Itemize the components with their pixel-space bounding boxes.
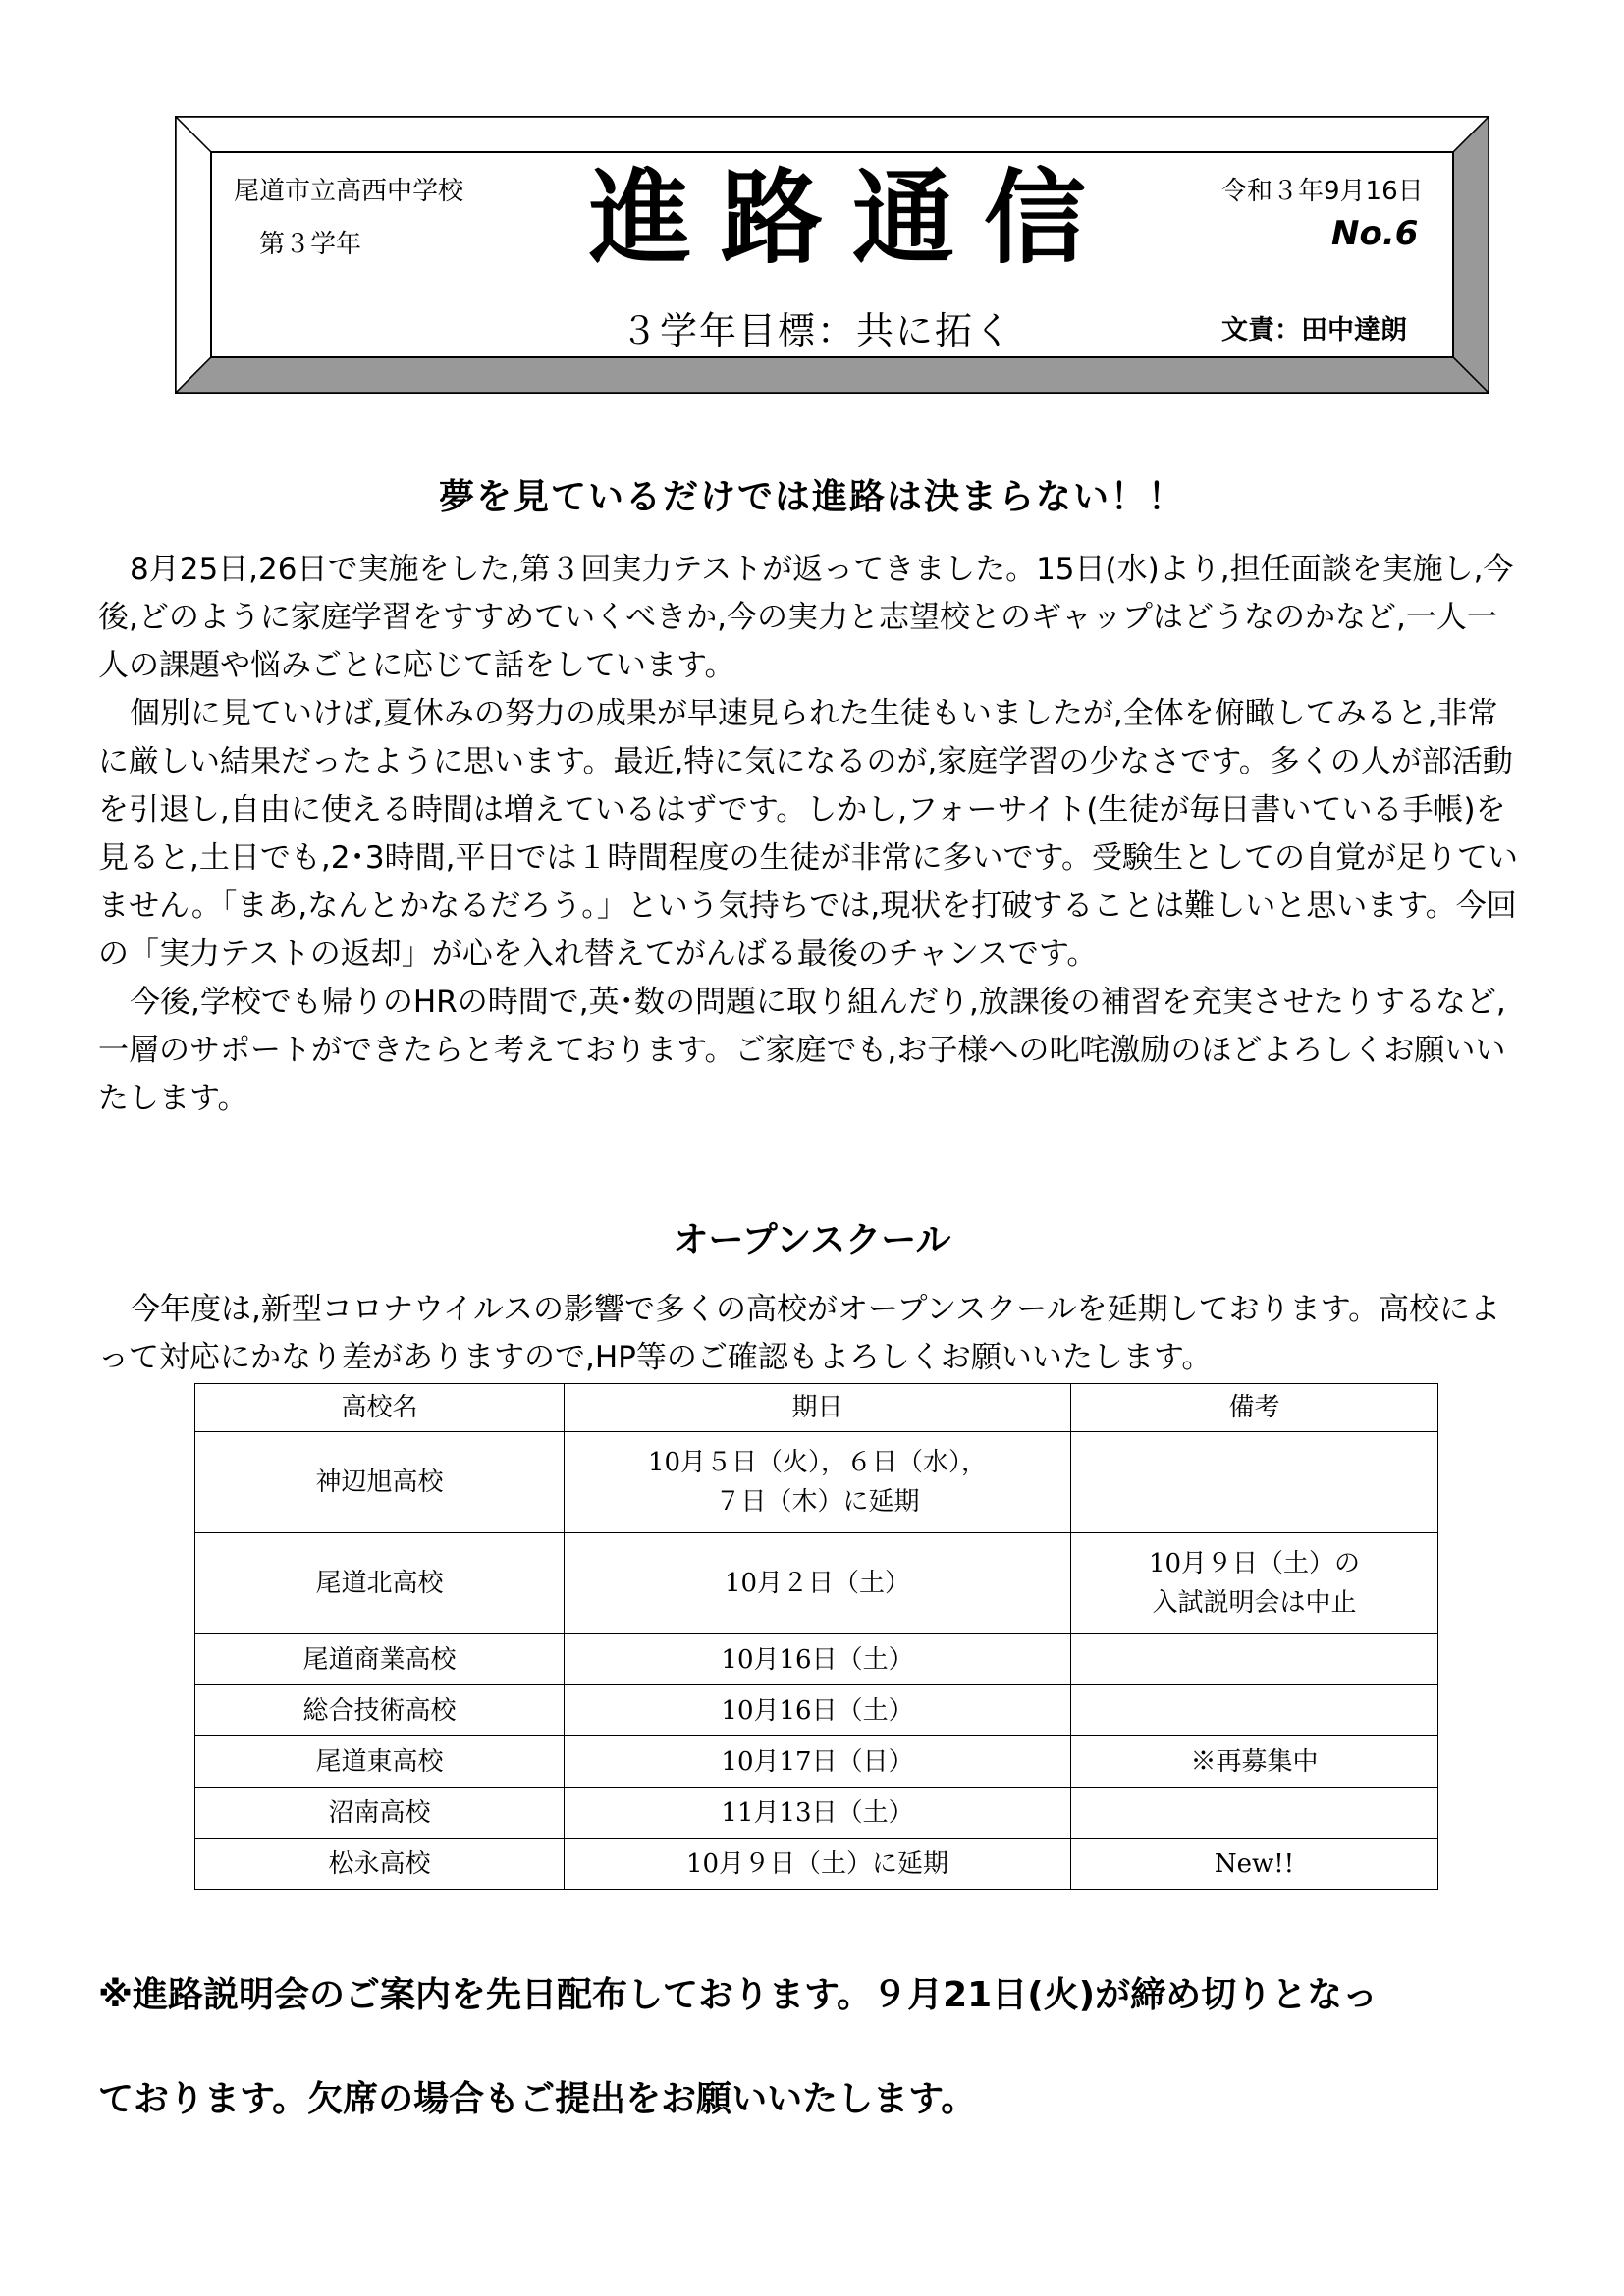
- table-row: [195, 1788, 1438, 1839]
- school-cell: 尾道商業高校: [195, 1634, 565, 1685]
- school-cell: 沼南高校: [195, 1788, 565, 1839]
- newsletter-title: 進路通信: [589, 158, 1116, 278]
- note-cell: New!!: [1071, 1839, 1438, 1890]
- school-cell: 尾道北高校: [195, 1533, 565, 1634]
- school-cell: 神辺旭高校: [195, 1432, 565, 1533]
- note-cell: [1071, 1685, 1438, 1736]
- section1-paragraph: 今後,学校でも帰りのHRの時間で,英･数の問題に取り組んだり,放課後の補習を充実させたりするなど,一層のサポートができたらと考えております。ご家庭でも,お子様への叱咤激励のほどよろしくお願いいたします。: [98, 985, 1506, 1116]
- date-cell: 10月17日（日）: [565, 1736, 1071, 1788]
- notice-line: ております。欠席の場合もご提出をお願いいたします。: [98, 2079, 977, 2119]
- table-row: [195, 1634, 1438, 1685]
- school-cell: 松永高校: [195, 1839, 565, 1890]
- grade-goal: ３学年目標：共に拓く: [621, 309, 1014, 352]
- section1-paragraph: 8月25日,26日で実施をした,第３回実力テストが返ってきました。15日(水)より,担任面談を実施し,今後,どのように家庭学習をすすめていくべきか,今の実力と志望校とのギャップはどうなのかなど,一人一人の課題や悩みごとに応じて話をしています。: [98, 552, 1514, 683]
- section1-paragraph: 個別に見ていけば,夏休みの努力の成果が早速見られた生徒もいましたが,全体を俯瞰してみると,非常に厳しい結果だったように思います。最近,特に気になるのが,家庭学習の少なさです。多くの人が部活動を引退し,自由に使える時間は増えているはずです。しかし,フォーサイト(生徒が毎日書いている手帳)を見ると,土日でも,2･3時間,平日では１時間程度の生徒が非常に多いです。受験生としての自覚が足りていません。「まあ,なんとかなるだろう。」という気持ちでは,現状を打破することは難しいと思います。今回の「実力テストの返却」が心を入れ替えてがんばる最後のチャンスです。: [98, 696, 1519, 972]
- header-school: 高校名: [195, 1384, 565, 1432]
- section2-paragraph: 今年度は,新型コロナウイルスの影響で多くの高校がオープンスクールを延期しております。高校によって対応にかなり差がありますので,HP等のご確認もよろしくお願いいたします。: [98, 1292, 1501, 1375]
- date-cell: 11月13日（土）: [565, 1788, 1071, 1839]
- table-row: [195, 1432, 1438, 1533]
- table-row: [195, 1685, 1438, 1736]
- note-line: 10月９日（土）の: [1148, 1549, 1361, 1578]
- date-line: 10月５日（火），６日（水），: [647, 1448, 988, 1477]
- table-header-row: [195, 1384, 1438, 1432]
- table-row: [195, 1533, 1438, 1634]
- header-date: 期日: [565, 1384, 1071, 1432]
- section1-heading: 夢を見ているだけでは進路は決まらない！！: [438, 477, 1185, 517]
- open-school-table: [194, 1383, 1438, 1890]
- table-row: [195, 1839, 1438, 1890]
- school-name: 尾道市立高西中学校: [234, 177, 464, 206]
- date-cell: 10月９日（土）に延期: [565, 1839, 1071, 1890]
- grade-label: 第３学年: [259, 230, 362, 259]
- section1-body: [98, 546, 1527, 1123]
- date-cell: 10月16日（土）: [565, 1685, 1071, 1736]
- date-cell: 10月２日（土）: [565, 1533, 1071, 1634]
- issue-number: No.6: [1331, 214, 1419, 253]
- school-cell: 総合技術高校: [195, 1685, 565, 1736]
- note-cell: [1071, 1533, 1438, 1634]
- note-cell: [1071, 1788, 1438, 1839]
- date-cell: [565, 1432, 1071, 1533]
- author: 文責：田中達朗: [1221, 315, 1407, 346]
- school-cell: 尾道東高校: [195, 1736, 565, 1788]
- issue-date: 令和３年9月16日: [1221, 177, 1424, 206]
- note-line: 入試説明会は中止: [1152, 1588, 1357, 1618]
- section2-heading: オープンスクール: [673, 1220, 951, 1260]
- header-note: 備考: [1071, 1384, 1438, 1432]
- section2-body: [98, 1286, 1527, 1382]
- date-line: ７日（木）に延期: [715, 1487, 920, 1517]
- date-cell: 10月16日（土）: [565, 1634, 1071, 1685]
- note-cell: [1071, 1432, 1438, 1533]
- notice-line: ※進路説明会のご案内を先日配布しております。９月21日(火)が締め切りとなっ: [98, 1975, 1379, 2015]
- note-cell: ※再募集中: [1071, 1736, 1438, 1788]
- table-row: [195, 1736, 1438, 1788]
- note-cell: [1071, 1634, 1438, 1685]
